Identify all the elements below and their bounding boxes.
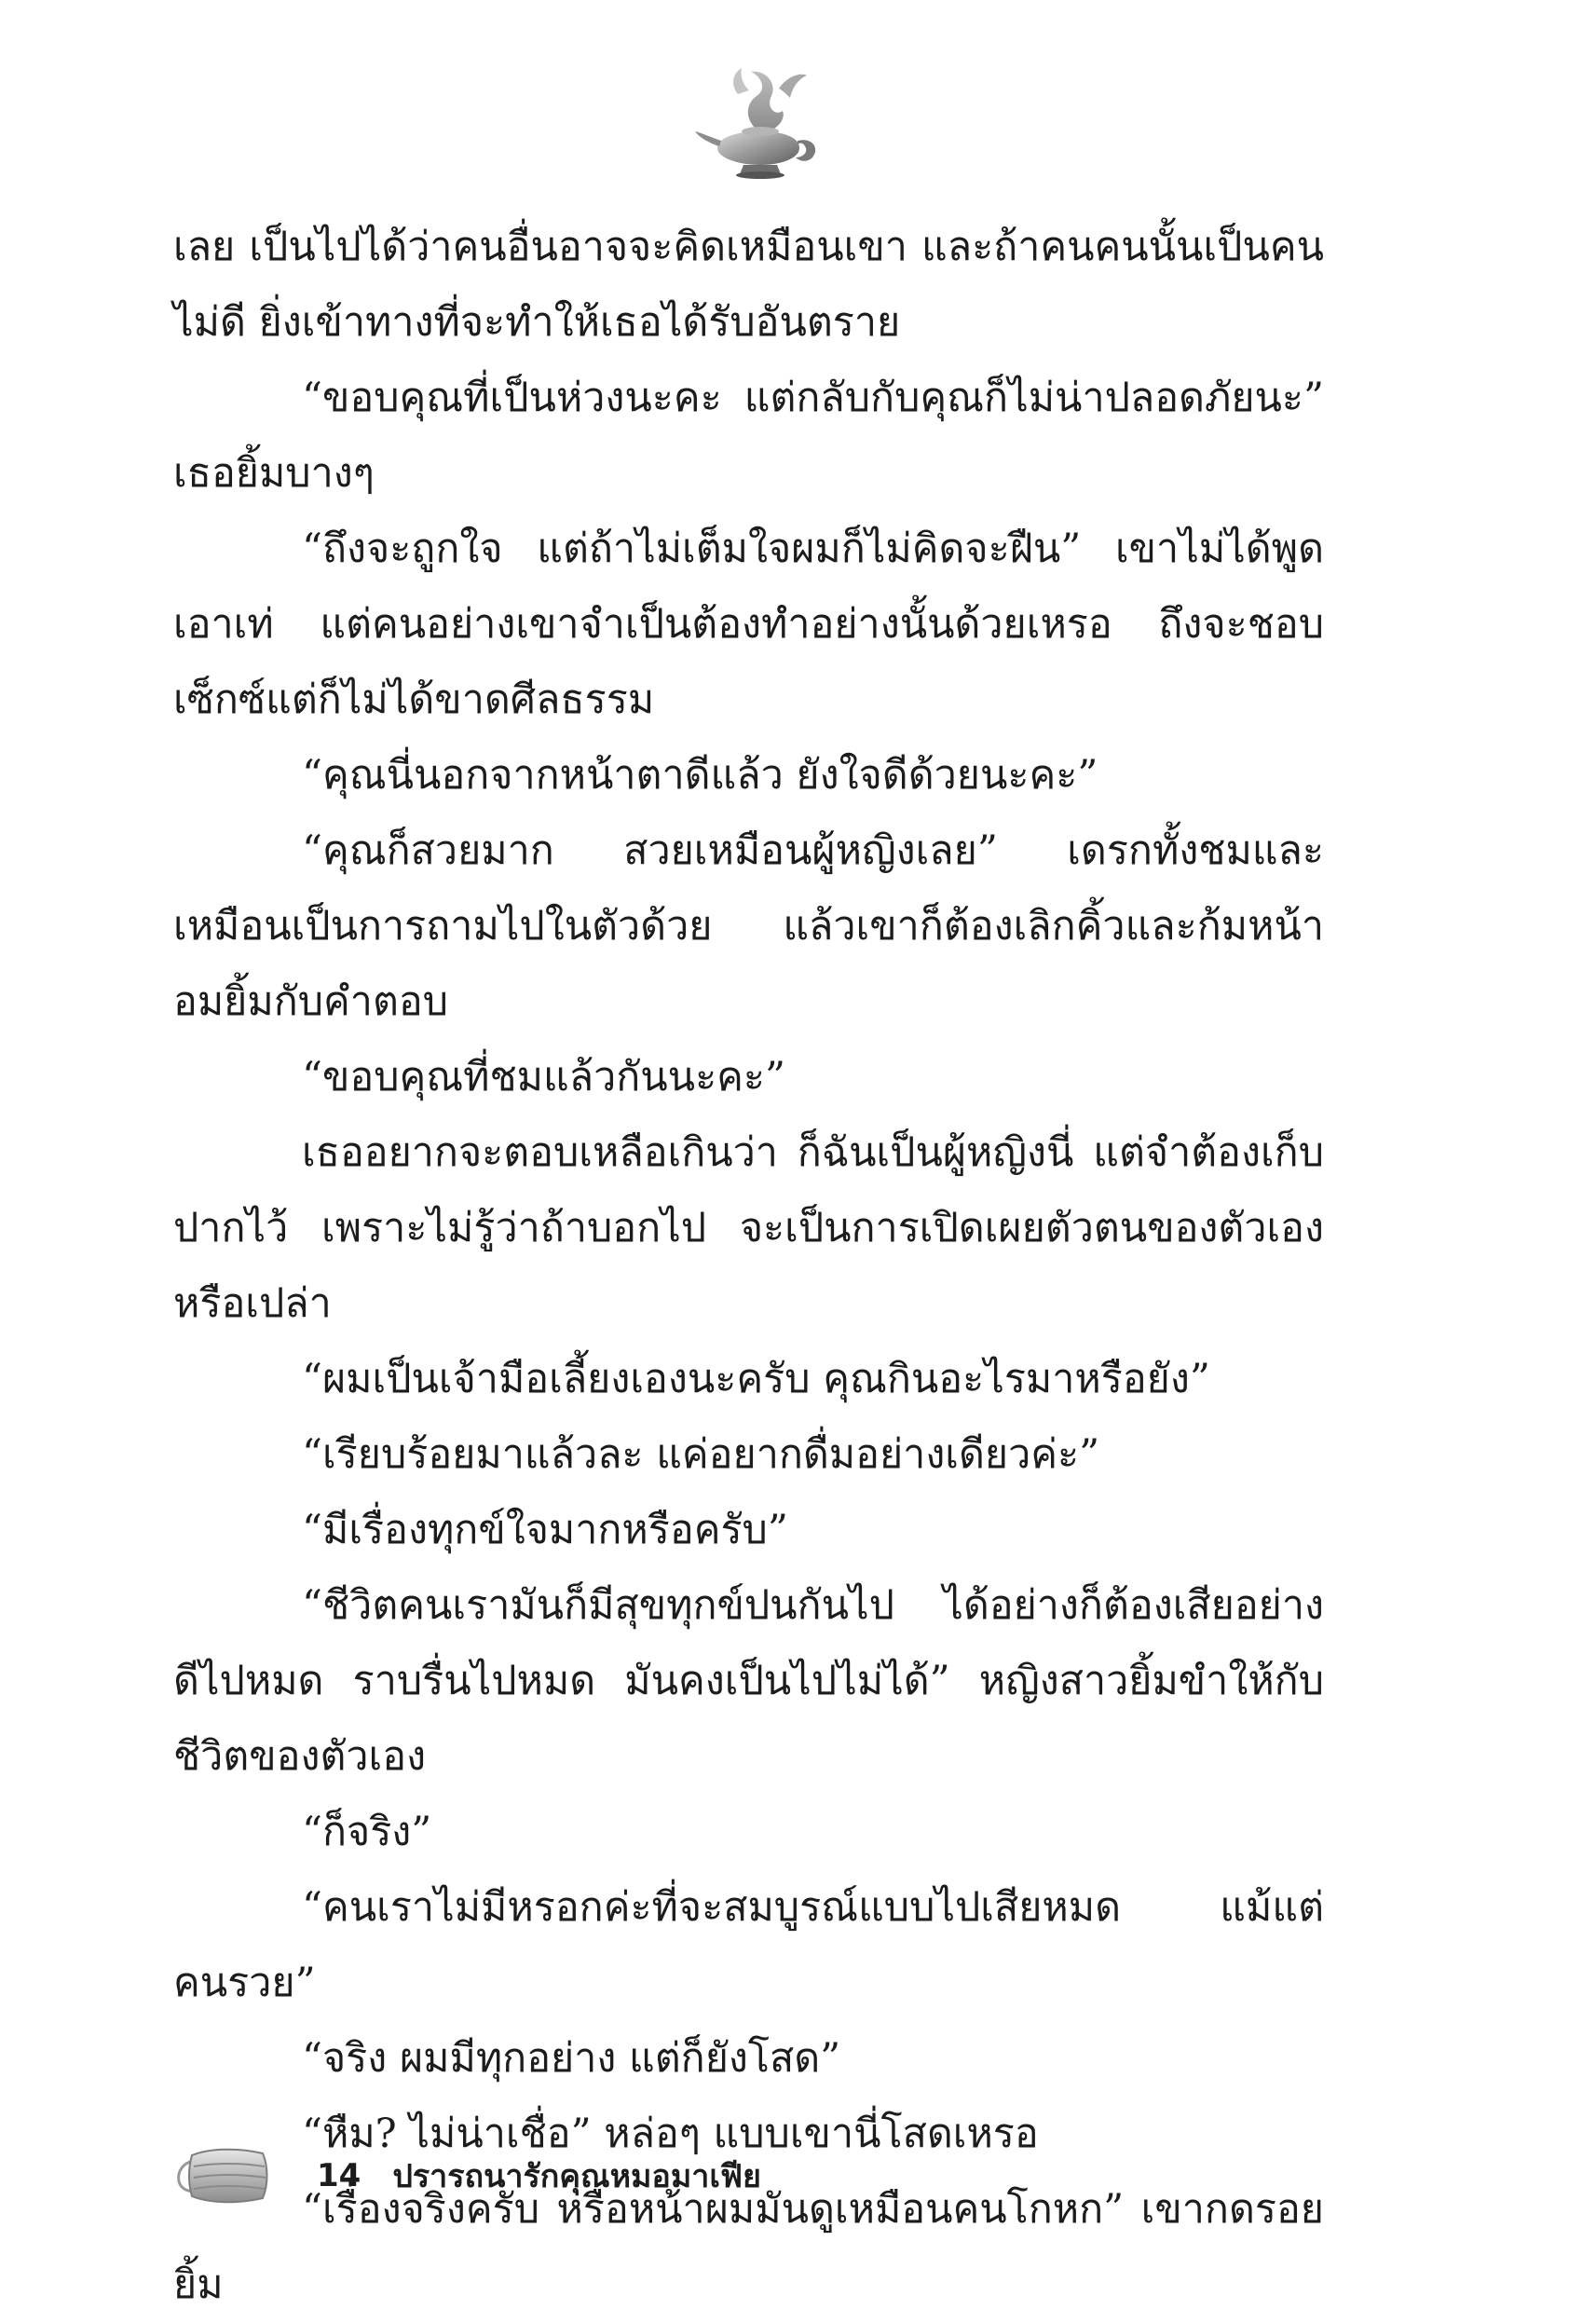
page-number: 14 — [317, 2157, 361, 2194]
paragraph: “คุณก็สวยมาก สวยเหมือนผู้หญิงเลย” เดรกทั้งชมและเหมือนเป็นการถามไปในตัวด้วย แล้วเขาก็ต้องเลิกคิ้วและก้มหน้าอมยิ้มกับคำตอบ — [173, 827, 1324, 1025]
paragraph: “ขอบคุณที่เป็นห่วงนะคะ แต่กลับกับคุณก็ไม่น่าปลอดภัยนะ” เธอยิ้มบางๆ — [173, 375, 1324, 497]
paragraph: “เรื่องจริงครับ หรือหน้าผมมันดูเหมือนคนโกหก” เขากดรอยยิ้ม — [173, 2186, 1324, 2308]
paragraph: “ถึงจะถูกใจ แต่ถ้าไม่เต็มใจผมก็ไม่คิดจะฝืน” เขาไม่ได้พูดเอาเท่ แต่คนอย่างเขาจำเป็นต้องทำอย่างนั้นด้วยเหรอ ถึงจะชอบเซ็กซ์แต่ก็ไม่ได้ขาดศีลธรรม — [173, 526, 1324, 723]
book-title: ปรารถนารักคุณหมอมาเฟีย — [392, 2158, 761, 2195]
paragraph: เธออยากจะตอบเหลือเกินว่า ก็ฉันเป็นผู้หญิงนี่ แต่จำต้องเก็บปากไว้ เพราะไม่รู้ว่าถ้าบอกไป จะเป็นการเปิดเผยตัวตนของตัวเองหรือเปล่า — [173, 1129, 1324, 1327]
paragraph: “คนเราไม่มีหรอกค่ะที่จะสมบูรณ์แบบไปเสียหมด แม้แต่คนรวย” — [173, 1884, 1324, 2006]
body-text — [173, 210, 1324, 2323]
surgical-mask-icon — [173, 2139, 276, 2213]
paragraph: “ขอบคุณที่ชมแล้วกันนะคะ” — [302, 1054, 786, 1100]
paragraph: “คุณนี่นอกจากหน้าตาดีแล้ว ยังใจดีด้วยนะคะ” — [302, 752, 1098, 799]
paragraph: “หืม? ไม่น่าเชื่อ” หล่อๆ แบบเขานี่โสดเหรอ — [302, 2111, 1039, 2157]
genie-lamp-ornament-icon — [689, 51, 829, 191]
paragraph: “ชีวิตคนเรามันก็มีสุขทุกข์ปนกันไป ได้อย่างก็ต้องเสียอย่าง ดีไปหมด ราบรื่นไปหมด มันคงเป็นไปไม่ได้” หญิงสาวยิ้มขำให้กับชีวิตของตัวเอง — [173, 1582, 1324, 1780]
paragraph: “มีเรื่องทุกข์ใจมากหรือครับ” — [302, 1507, 788, 1553]
page-footer — [173, 2134, 761, 2218]
paragraph: “ก็จริง” — [302, 1809, 432, 1855]
paragraph: “ผมเป็นเจ้ามือเลี้ยงเองนะครับ คุณกินอะไรมาหรือยัง” — [302, 1356, 1210, 1402]
paragraph: เลย เป็นไปได้ว่าคนอื่นอาจจะคิดเหมือนเขา และถ้าคนคนนั้นเป็นคนไม่ดี ยิ่งเข้าทางที่จะทำให้เธอได้รับอันตราย — [173, 224, 1324, 346]
paragraph: “เรียบร้อยมาแล้วละ แค่อยากดื่มอย่างเดียวค่ะ” — [302, 1431, 1100, 1478]
paragraph: “จริง ผมมีทุกอย่าง แต่ก็ยังโสด” — [302, 2035, 841, 2082]
